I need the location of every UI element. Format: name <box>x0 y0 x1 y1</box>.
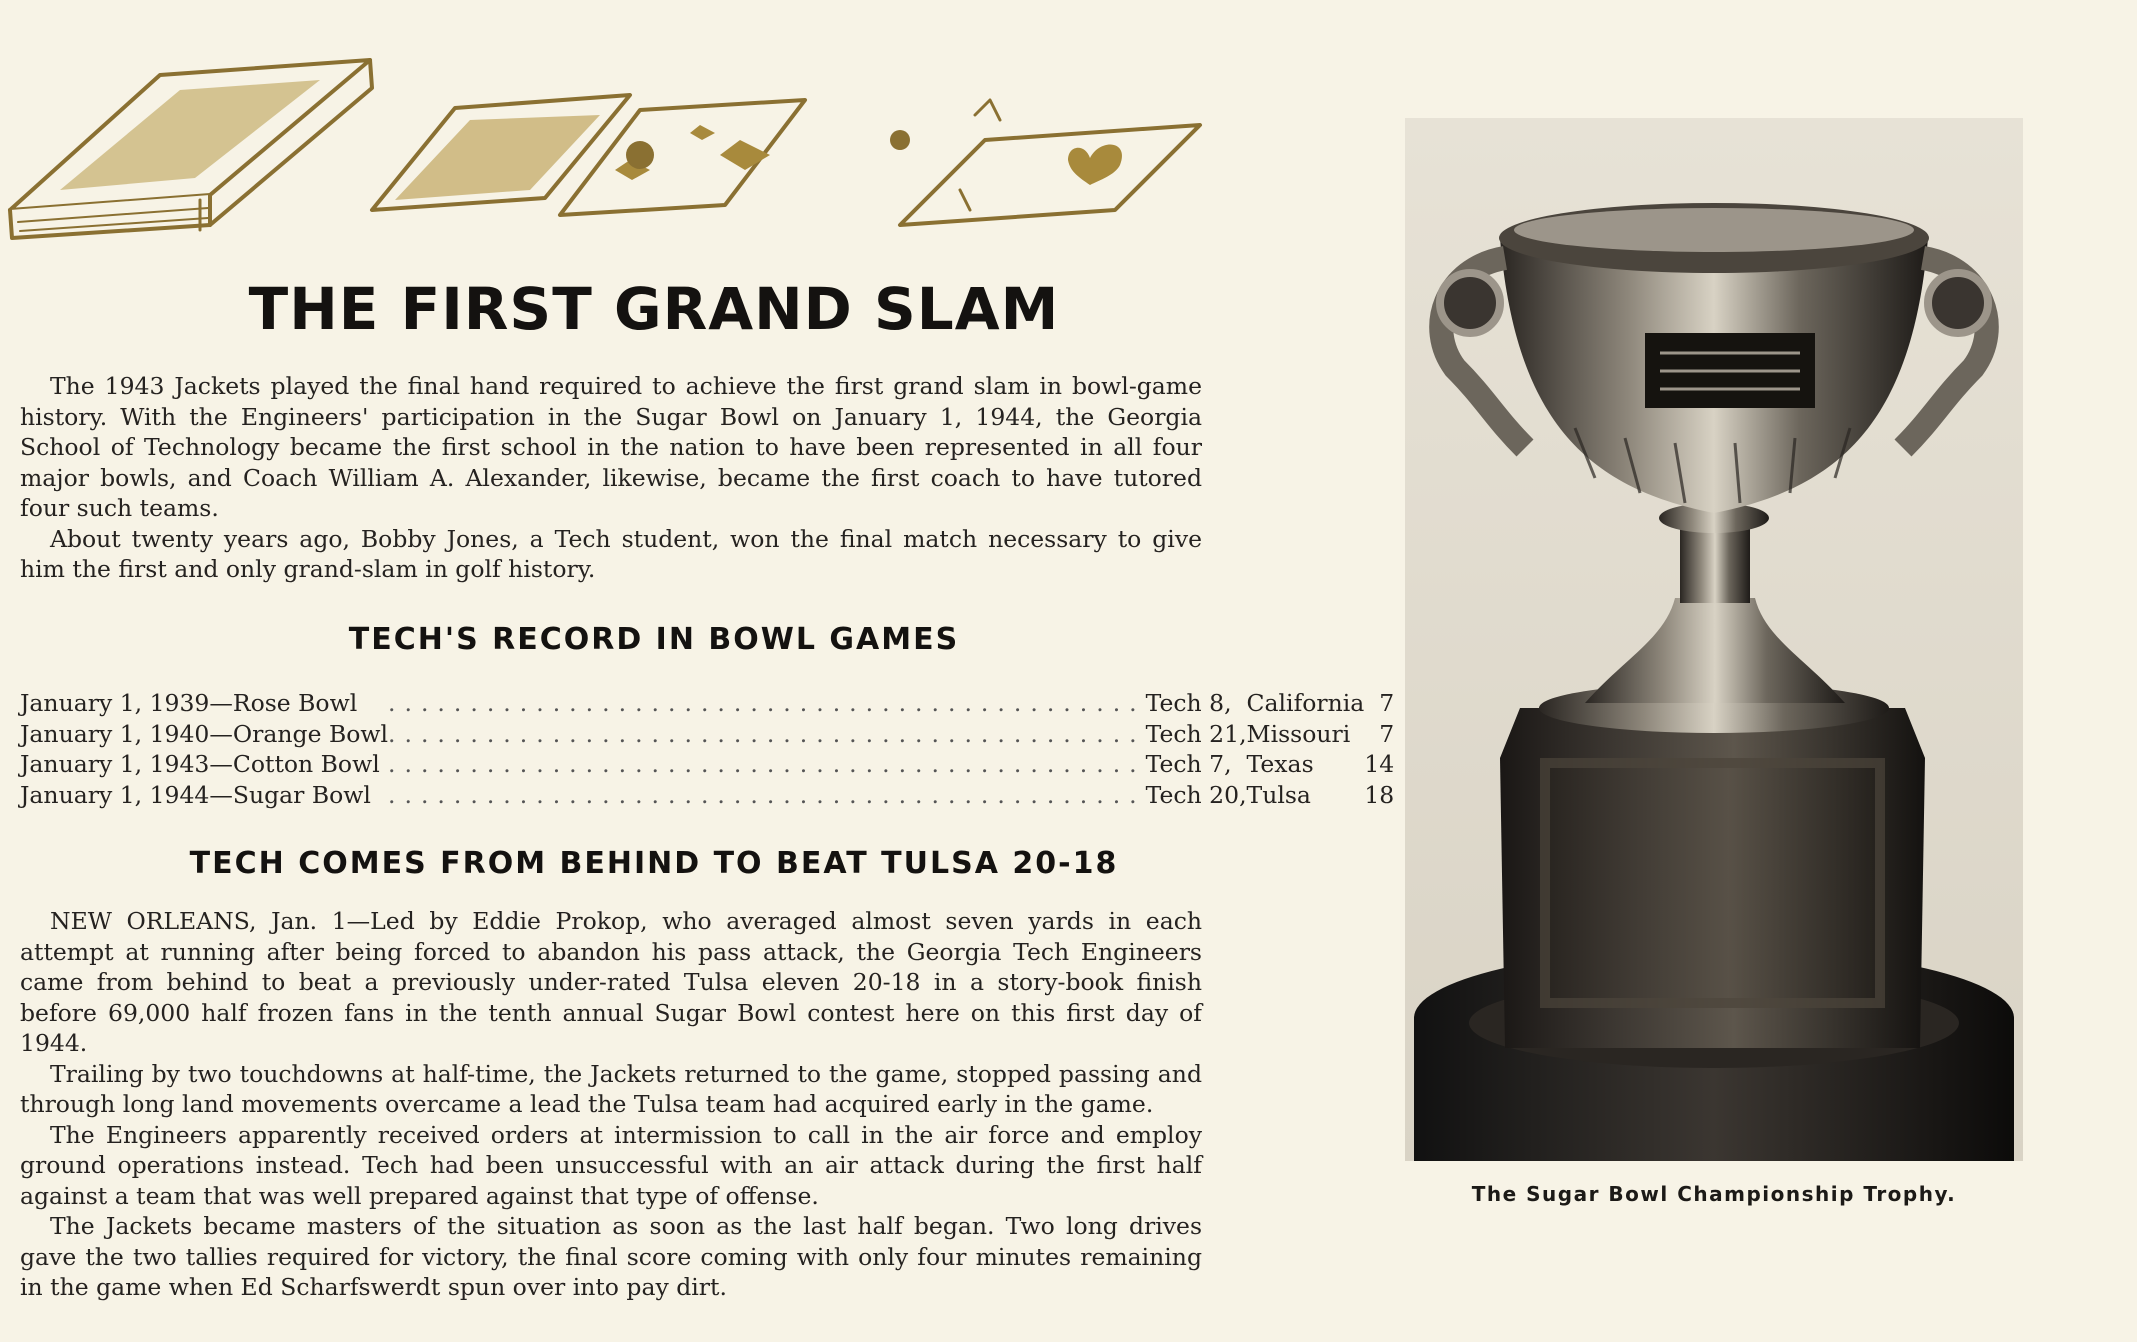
story-paragraph: The Jackets became masters of the situation as soon as the last half began. Two long drives gave the two tallies required for victory, the final score coming with only four minutes remaining in the game when Ed Scharfswerdt spun over into pay dirt. <box>20 1212 1202 1301</box>
date-bowl-cell: January 1, 1939—Rose Bowl <box>20 689 358 717</box>
game-story-text <box>20 906 1202 1303</box>
opponent-cell: California <box>1246 689 1365 717</box>
tech-score-cell: Tech 8, <box>1145 689 1232 717</box>
date-bowl-cell: January 1, 1944—Sugar Bowl <box>20 780 371 809</box>
trophy-caption: The Sugar Bowl Championship Trophy. <box>1471 1182 1957 1206</box>
tech-score-cell: Tech 20, <box>1145 780 1247 809</box>
playing-cards-illustration <box>0 40 1210 255</box>
intro-paragraph: About twenty years ago, Bobby Jones, a Tech student, won the final match necessary to give him the first and only grand-slam in golf history. <box>20 524 1202 583</box>
leader-dots: .............................................. <box>388 719 1146 748</box>
opponent-cell: Tulsa <box>1246 780 1311 809</box>
opponent-score-cell: 7 <box>1379 689 1395 717</box>
trophy-photo <box>1405 118 2023 1161</box>
opponent-score-cell: 18 <box>1364 780 1395 809</box>
intro-text <box>20 371 1202 585</box>
story-heading: TECH COMES FROM BEHIND TO BEAT TULSA 20-18 <box>189 846 1119 881</box>
record-heading: TECH'S RECORD IN BOWL GAMES <box>348 622 960 657</box>
story-paragraph: The Engineers apparently received orders at intermission to call in the air force and employ ground operations instead. Tech had been unsuccessful with an air attack during the first half against a team that was well prepared against that type of offense. <box>20 1120 1202 1210</box>
table-row <box>20 719 1394 750</box>
bowl-record-table <box>20 688 1394 810</box>
opponent-score-cell: 7 <box>1379 719 1395 748</box>
opponent-score-cell: 14 <box>1364 750 1395 778</box>
opponent-cell: Texas <box>1246 750 1314 778</box>
table-row <box>20 780 1394 811</box>
story-paragraph: NEW ORLEANS, Jan. 1—Led by Eddie Prokop, who averaged almost seven yards in each attempt at running after being forced to abandon his pass attack, the Georgia Tech Engineers came from behind to beat a previously under-rated Tulsa eleven 20-18 in a story-book finish before 69,000 half frozen fans in the tenth annual Sugar Bowl contest here on this first day of 1944. <box>20 907 1202 1057</box>
table-row <box>20 749 1394 780</box>
intro-paragraph: The 1943 Jackets played the final hand required to achieve the first grand slam in bowl-game history. With the Engineers' participation in the Sugar Bowl on January 1, 1944, the Georgia School of Technology became the first school in the nation to have been represented in all four major bowls, and Coach William A. Alexander, likewise, became the first coach to have tutored four such teams. <box>20 372 1202 522</box>
leader-dots: .............................................. <box>388 780 1146 809</box>
leader-dots: .............................................. <box>388 750 1146 778</box>
table-row <box>20 688 1394 719</box>
tech-score-cell: Tech 21, <box>1145 719 1247 748</box>
tech-score-cell: Tech 7, <box>1145 750 1232 778</box>
opponent-cell: Missouri <box>1246 719 1351 748</box>
story-paragraph: Trailing by two touchdowns at half-time, the Jackets returned to the game, stopped passing and through long land movements overcame a lead the Tulsa team had acquired early in the game. <box>20 1059 1202 1118</box>
leader-dots: .............................................. <box>388 689 1146 717</box>
date-bowl-cell: January 1, 1943—Cotton Bowl <box>20 750 380 778</box>
date-bowl-cell: January 1, 1940—Orange Bowl <box>20 719 389 748</box>
page-title: THE FIRST GRAND SLAM <box>248 275 1060 343</box>
